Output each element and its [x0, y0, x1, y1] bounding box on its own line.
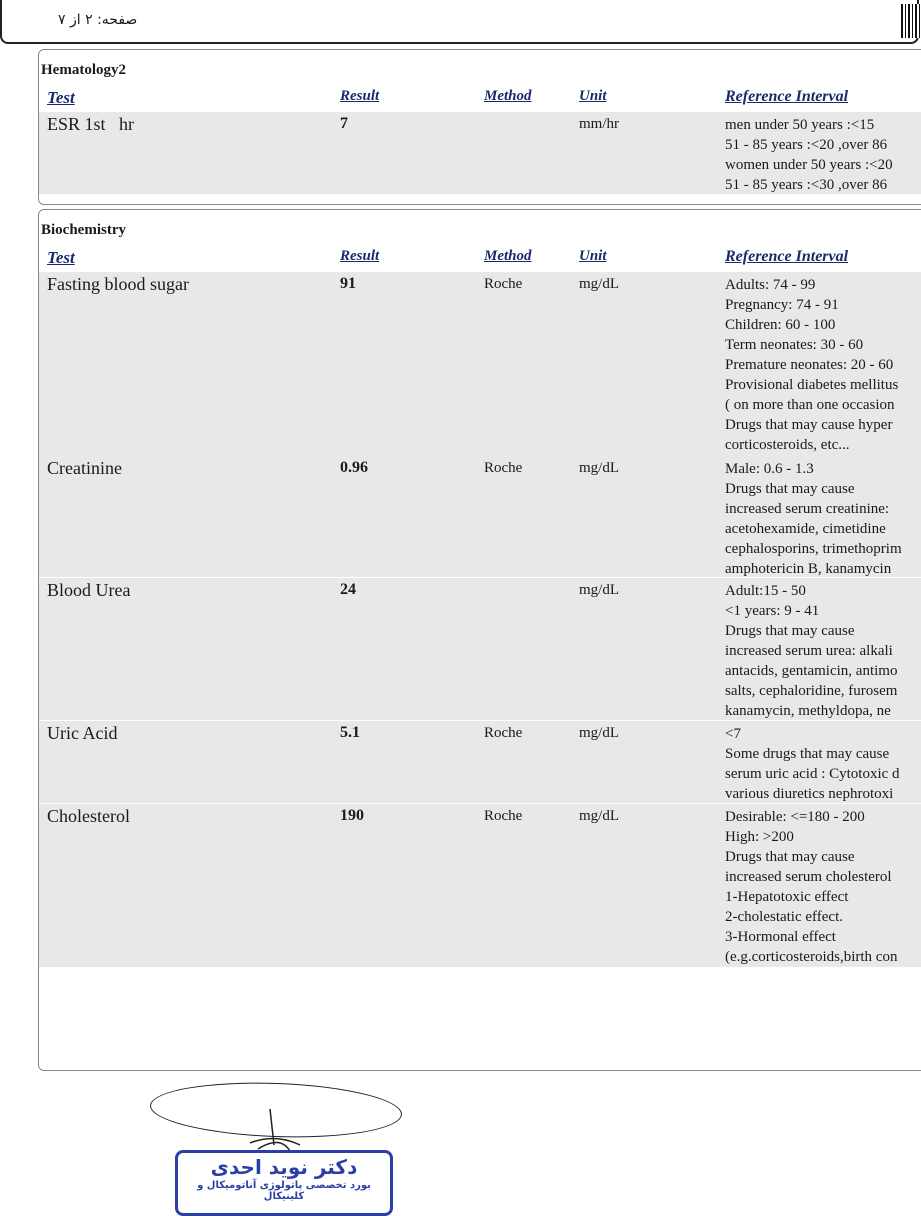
reference-interval: <7 Some drugs that may cause serum uric acid : Cytotoxic d various diuretics nephrotoxi: [725, 726, 900, 802]
col-test-header: Test: [47, 88, 75, 107]
col-unit-header: Unit: [579, 88, 607, 104]
test-name: Uric Acid: [47, 723, 118, 743]
test-unit: mg/dL: [579, 725, 619, 741]
page-number: صفحه: ۲ از ۷: [58, 12, 138, 28]
hematology-section: [38, 49, 921, 205]
test-method: Roche: [484, 276, 523, 292]
biochemistry-section: [38, 209, 921, 1071]
col-method-header: Method: [484, 248, 532, 264]
test-unit: mg/dL: [579, 582, 619, 598]
test-name: Blood Urea: [47, 580, 131, 600]
table-row: [39, 804, 921, 967]
col-result-header: Result: [340, 248, 380, 264]
col-method-header: Method: [484, 88, 532, 104]
reference-interval: Adults: 74 - 99 Pregnancy: 74 - 91 Children: 60 - 100 Term neonates: 30 - 60 Premature neonates: 20 - 60 Provisional diabetes mellitus ( on more than one occasion Drugs that may cause hyper corticosteroids, etc...: [725, 277, 899, 453]
table-row: [39, 578, 921, 720]
col-unit-header: Unit: [579, 248, 607, 264]
test-unit: mg/dL: [579, 460, 619, 476]
col-reference-header: Reference Interval: [725, 88, 849, 105]
test-method: Roche: [484, 725, 523, 741]
doctor-stamp: [175, 1150, 393, 1216]
col-result-header: Result: [340, 88, 380, 104]
table-row: [39, 721, 921, 803]
test-result: 5.1: [340, 724, 360, 741]
test-unit: mg/dL: [579, 276, 619, 292]
test-result: 190: [340, 807, 364, 824]
stamp-name: دکتر نوید احدی: [210, 1155, 358, 1179]
test-name: Creatinine: [47, 458, 122, 478]
table-row: [39, 456, 921, 577]
test-result: 24: [340, 581, 356, 598]
test-result: 0.96: [340, 459, 368, 476]
section-title: Biochemistry: [41, 222, 126, 238]
barcode: [901, 4, 921, 38]
test-method: Roche: [484, 808, 523, 824]
col-test-header: Test: [47, 248, 75, 267]
test-name: Cholesterol: [47, 806, 130, 826]
test-name: Fasting blood sugar: [47, 274, 189, 294]
test-method: Roche: [484, 460, 523, 476]
reference-interval: Desirable: <=180 - 200 High: >200 Drugs that may cause increased serum cholesterol 1-Hepatotoxic effect 2-cholestatic effect. 3-Hormonal effect (e.g.corticosteroids,birth con: [725, 809, 898, 965]
stamp-subtitle: بورد تخصصی پاتولوژی آناتومیکال و کلینیکال: [197, 1180, 371, 1202]
table-row: [39, 112, 921, 194]
test-unit: mg/dL: [579, 808, 619, 824]
reference-interval: Male: 0.6 - 1.3 Drugs that may cause increased serum creatinine: acetohexamide, cimetidine cephalosporins, trimethoprim amphotericin B, kanamycin: [725, 461, 902, 577]
test-result: 91: [340, 275, 356, 292]
reference-interval: Adult:15 - 50 <1 years: 9 - 41 Drugs that may cause increased serum urea: alkali antacids, gentamicin, antimo salts, cephaloridine, furosem kanamycin, methyldopa, ne: [725, 583, 898, 719]
report-header: [0, 0, 919, 44]
test-result: 7: [340, 115, 348, 132]
table-row: [39, 272, 921, 456]
test-unit: mm/hr: [579, 116, 619, 132]
col-reference-header: Reference Interval: [725, 248, 849, 265]
test-name: ESR 1st hr: [47, 114, 135, 134]
reference-interval: men under 50 years :<15 51 - 85 years :<20 ,over 86 women under 50 years :<20 51 - 85 years :<30 ,over 86: [725, 117, 893, 193]
section-title: Hematology2: [41, 62, 126, 78]
